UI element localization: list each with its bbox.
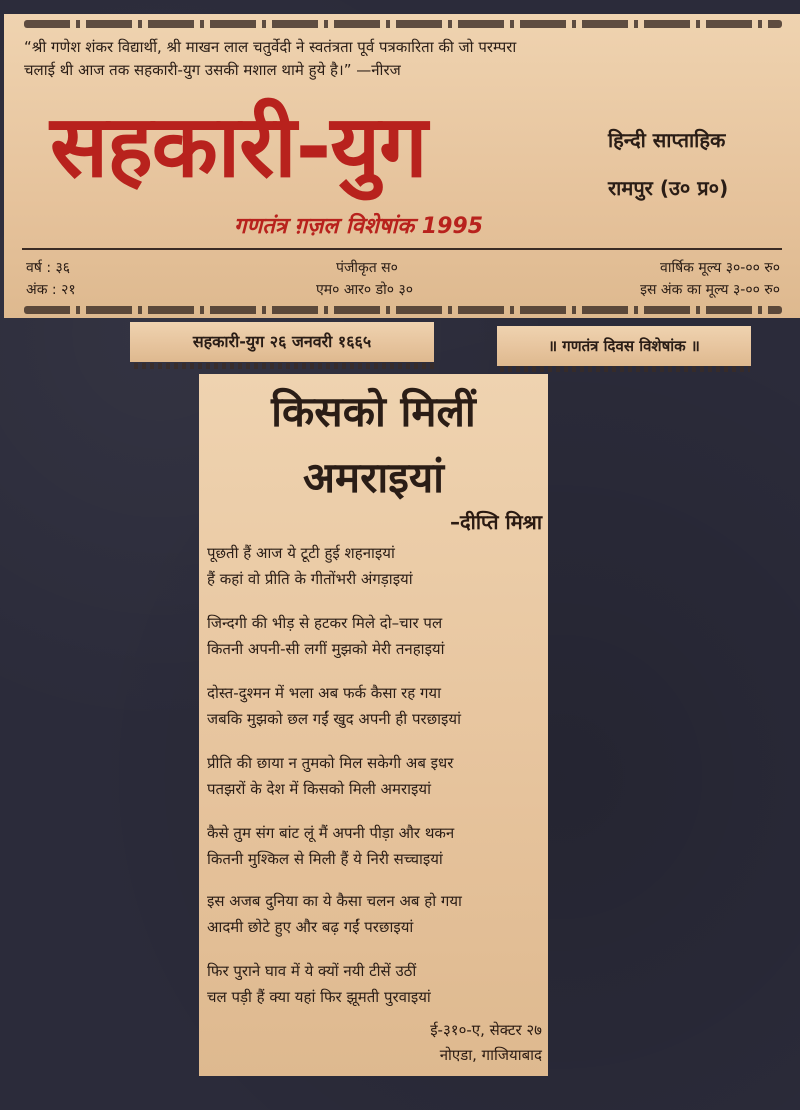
dotted-divider-right [500, 366, 750, 372]
stanza: प्रीति की छाया न तुमको मिल सकेगी अब इधर पतझरों के देश में किसको मिली अमराइयां [207, 754, 454, 798]
dotted-divider-left [134, 363, 434, 369]
registered-label: पंजीकृत स० [336, 260, 398, 276]
weekly-label: हिन्दी साप्ताहिक [608, 128, 726, 152]
stanza: दोस्त-दुश्मन में भला अब फर्क कैसा रह गया जबकि मुझको छल गईं खुद अपनी ही परछाइयां [207, 684, 461, 728]
poem-title-line1: किसको मिलीं [271, 387, 476, 436]
decorative-border-top [24, 20, 782, 28]
masthead-rule [22, 248, 782, 250]
stanza: जिन्दगी की भीड़ से हटकर मिले दो–चार पल कितनी अपनी-सी लगीं मुझको मेरी तनहाइयां [207, 614, 445, 658]
decorative-border-bottom [24, 306, 782, 314]
year-label: वर्ष : ३६ [26, 260, 71, 276]
date-clipping: सहकारी-युग २६ जनवरी १६६५ [130, 322, 434, 362]
issue-label: अंक : २१ [26, 282, 76, 298]
reg-number-label: एम० आर० डो० ३० [316, 282, 414, 298]
annual-price-label: वार्षिक मूल्य ३०-०० रु० [660, 260, 780, 276]
special-issue-label: गणतंत्र ग़ज़ल विशेषांक 1995 [234, 214, 484, 239]
poem-clipping [199, 374, 548, 1076]
stanza: इस अजब दुनिया का ये कैसा चलन अब हो गया आदमी छोटे हुए और बढ़ गईं परछाइयां [207, 892, 462, 936]
stanza: पूछती हैं आज ये टूटी हुई शहनाइयां हैं कहां वो प्रीति के गीतोंभरी अंगड़ाइयां [207, 544, 413, 588]
poet-name: –दीप्ति मिश्रा [450, 510, 542, 534]
poet-address: ई-३१०-ए, सेक्टर २७ नोएडा, गाजियाबाद [430, 1021, 542, 1064]
stanza: फिर पुराने घाव में ये क्यों नयी टीसें उठीं चल पड़ी हैं क्या यहां फिर झूमती पुरवाइयां [207, 962, 431, 1006]
newspaper-masthead [4, 14, 800, 318]
republic-day-clipping: ॥ गणतंत्र दिवस विशेषांक ॥ [497, 326, 751, 366]
place-label: रामपुर (उ० प्र०) [608, 176, 729, 200]
masthead-right-info [608, 116, 798, 212]
masthead-quote: “श्री गणेश शंकर विद्यार्थी, श्री माखन लाल चतुर्वेदी ने स्वतंत्रता पूर्व पत्रकारिता की जो परम्परा चलाई थी आज तक सहकारी-युग उसकी मशाल थामे हुये है।” —नीरज [24, 38, 517, 79]
issue-price-label: इस अंक का मूल्य ३-०० रु० [640, 282, 780, 298]
stanza: कैसे तुम संग बांट लूं मैं अपनी पीड़ा और थकन कितनी मुश्किल से मिली हैं ये निरी सच्चाइयां [207, 824, 455, 868]
poem-title-line2: अमराइयां [302, 453, 445, 502]
newspaper-title: सहकारी-युग [50, 97, 427, 197]
